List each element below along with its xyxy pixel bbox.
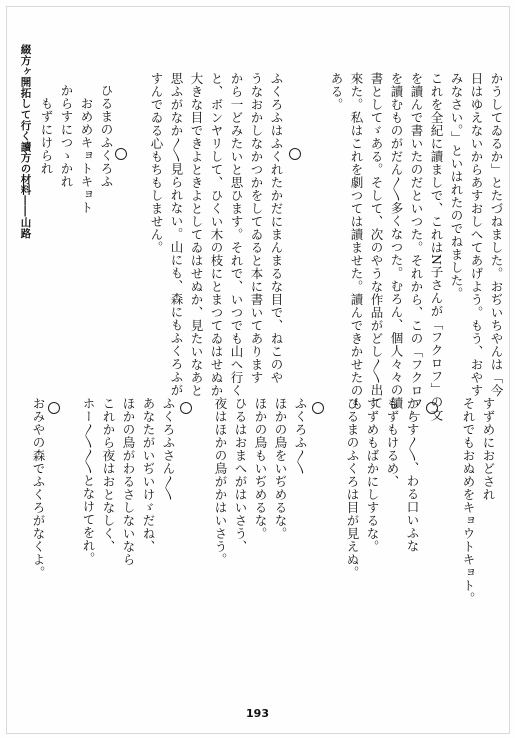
- text-column: 思ふがなか〳〵見られない。山にも、森にもふくろふが: [169, 72, 184, 397]
- poem-line: ホー〳〵〳〵となけてをれ。: [81, 397, 96, 565]
- poem-line: ふくろふ〳〵: [293, 397, 308, 475]
- poem-line: おめめキョトキョト: [79, 84, 94, 214]
- poem-line: ほかの鳥をいぢめるな。: [273, 397, 288, 540]
- poem-line: ふくろふさん〳〵: [161, 397, 176, 501]
- text-column: うなおかしなかつかをしてゐると本に書いてあります: [249, 72, 264, 384]
- text-column: これを全紀に讀ましで、これはN子さんが「フクロフ」の文: [429, 72, 444, 422]
- text-column: を讀んで書いたのだといつた。それから、この「フクロフ」: [409, 72, 424, 423]
- text-column: 大きな目できよときよとしてゐはせぬか、見たいなあと: [189, 72, 204, 397]
- poem-line: ひるまのふくろふ: [99, 84, 114, 188]
- text-column: を讀むものがだん〳〵多くなつた。むろん、個人々々の讀: [389, 72, 404, 410]
- poem-line: 夜はほかの鳥がかはいさう。: [213, 397, 228, 566]
- poem-line: それでもおぬめをキョウトキョト。: [461, 397, 476, 605]
- page-number: 193: [246, 707, 269, 720]
- poem-line: これから夜はおとなしく、: [101, 397, 116, 553]
- poem-line: あなたがいぢいけゞだね、: [141, 397, 156, 553]
- poem-line: すずめにおどされ: [481, 397, 496, 501]
- poem-line: ひるまのふくろは目が見えぬ。: [345, 397, 360, 579]
- text-column: かうしてゐるか」とたづねました。おぢいちやんは「今: [489, 72, 504, 397]
- text-column: 日はゆえないからあすおしへてあげよう。もう、おやす: [469, 72, 484, 397]
- poem-line: すずめもばかにしするな。: [365, 397, 380, 553]
- text-column: みなさい。」といはれたのでねました。: [449, 72, 464, 300]
- section-marker-circle: [48, 402, 60, 414]
- running-header: 綴方ヶ開拓して行く讀方の材料――山路: [19, 44, 32, 239]
- section-marker-circle: [312, 402, 324, 414]
- text-column: すんでゐる心もちもしません。: [149, 72, 164, 254]
- poem-line: ほかの鳥がわるさしないなら: [121, 397, 136, 566]
- poem-line: もずにけられ: [39, 84, 54, 175]
- poem-line: からすにつゝかれ: [59, 84, 74, 188]
- text-column: ふくろふはふくれたかだにまんまるな目で、ねこのや: [269, 72, 284, 384]
- section-marker-circle: [289, 148, 301, 160]
- text-column: 書としてゞある。そして、次のやうな作品がどし〳〵出て: [369, 72, 384, 410]
- poem-line: おみやの森でふくろがなくよ。: [31, 397, 46, 579]
- poem-line: からす〳〵、わる口いふな: [405, 397, 420, 553]
- section-marker-circle: [180, 402, 192, 414]
- text-column: 來た。私はこれを劇つては讀ませた。讀んできかせたのも: [349, 72, 364, 410]
- poem-line: ひるはおまへがはいさう、: [233, 397, 248, 553]
- section-marker-circle: [426, 402, 438, 414]
- text-column: と、ボンヤリして、ひくい木の枝にとまつてゐはせぬか: [209, 72, 224, 397]
- text-column: から一どみたいと思ひます。それで、いつでも山へ行く: [229, 72, 244, 397]
- poem-line: ほかの鳥もいぢめるな。: [253, 397, 268, 540]
- section-marker-circle: [115, 148, 127, 160]
- text-column: ある。: [329, 72, 344, 111]
- poem-line: もずもけるめ、: [385, 397, 400, 488]
